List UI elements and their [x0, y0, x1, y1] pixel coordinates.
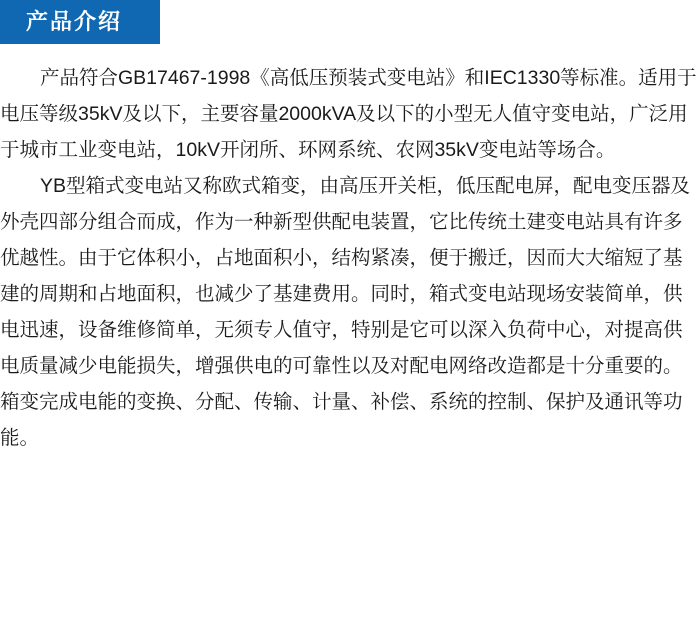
section-header-banner	[0, 0, 160, 44]
document-body	[0, 60, 700, 456]
section-header-title: 产品介绍	[26, 9, 123, 34]
paragraph-1: 产品符合GB17467-1998《高低压预装式变电站》和IEC1330等标准。适用于电压等级35kV及以下，主要容量2000kVA及以下的小型无人值守变电站，广泛用于城市工业变电站，10kV开闭所、环网系统、农网35kV变电站等场合。	[0, 67, 697, 161]
paragraph-2: YB型箱式变电站又称欧式箱变，由高压开关柜，低压配电屏，配电变压器及外壳四部分组合而成，作为一种新型供配电装置，它比传统土建变电站具有许多优越性。由于它体积小，占地面积小，结构紧凑，便于搬迁，因而大大缩短了基建的周期和占地面积，也减少了基建费用。同时，箱式变电站现场安装简单，供电迅速，设备维修简单，无须专人值守，特别是它可以深入负荷中心，对提高供电质量减少电能损失，增强供电的可靠性以及对配电网络改造都是十分重要的。箱变完成电能的变换、分配、传输、计量、补偿、系统的控制、保护及通讯等功能。	[0, 175, 691, 449]
